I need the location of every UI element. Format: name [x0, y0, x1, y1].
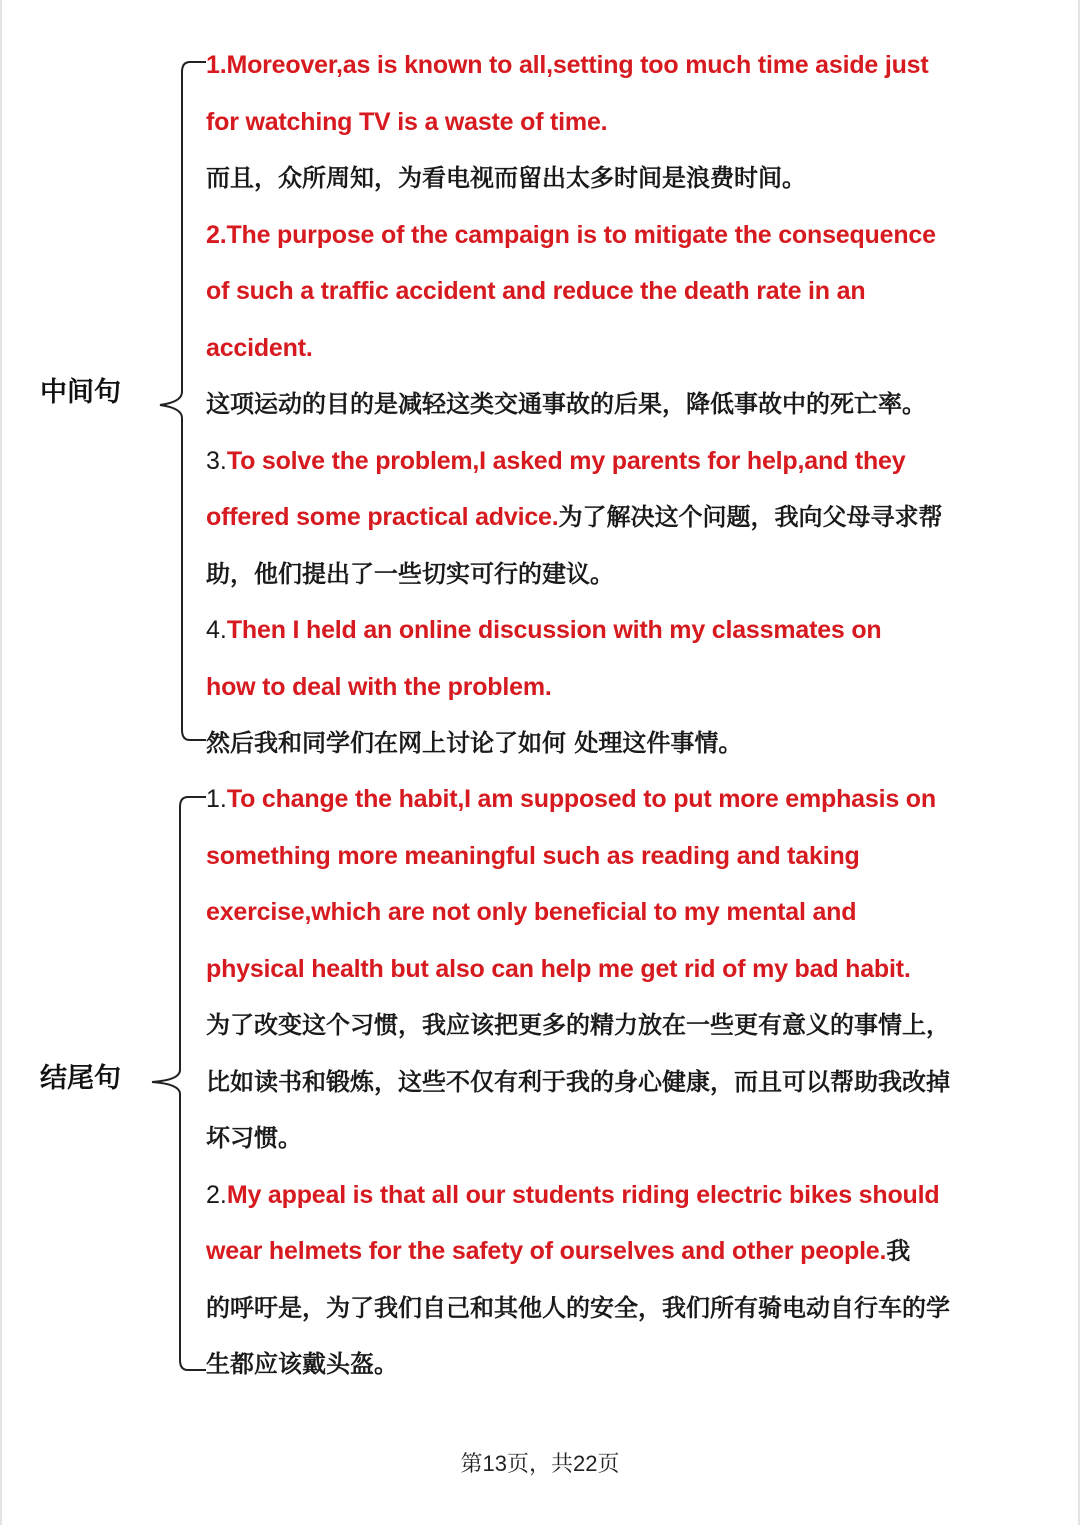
middle-content — [206, 37, 1051, 772]
ending-item-1-en-line-4: physical health but also can help me get rid of my bad habit. — [206, 954, 911, 983]
middle-item-1-en-line-2: for watching TV is a waste of time. — [206, 107, 608, 136]
ending-item-1-en-line-1: To change the habit,I am supposed to put more emphasis on — [226, 785, 936, 813]
page-number-footer: 第13页，共22页 — [460, 1451, 620, 1476]
ending-item-2-zh-d: 生都应该戴头盔。 — [206, 1350, 398, 1378]
middle-item-3-number: 3. — [206, 446, 227, 475]
ending-item-1-en-line-3: exercise,which are not only beneficial to my mental and — [206, 898, 857, 926]
ending-item-1-zh-line-1: 为了改变这个习惯，我应该把更多的精力放在一些更有意义的事情上， — [206, 1011, 950, 1039]
ending-item-1-line-1 — [206, 771, 1051, 828]
middle-item-4-number: 4. — [206, 616, 227, 644]
middle-section-label: 中间句 — [40, 377, 121, 408]
ending-item-2-zh-c: 的呼吁是，为了我们自己和其他人的安全，我们所有骑电动自行车的学 — [206, 1293, 950, 1322]
ending-section-label: 结尾句 — [40, 1063, 121, 1094]
middle-item-3-line-1 — [206, 433, 1051, 490]
middle-item-3-line-2 — [206, 489, 1051, 546]
middle-item-4-zh: 然后我和同学们在网上讨论了如何 处理这件事情。 — [206, 729, 743, 757]
ending-bracket — [0, 0, 220, 1400]
ending-item-2-zh-b: 我 — [886, 1237, 911, 1265]
middle-item-2-en-line-1: 2.The purpose of the campaign is to mitigate the consequence — [206, 220, 936, 249]
middle-item-3-zh-b: 为了解决这个问题，我向父母寻求帮 — [558, 503, 943, 531]
middle-item-4-line-1 — [206, 602, 1051, 659]
middle-item-3-en-b: offered some practical advice. — [206, 503, 559, 531]
middle-item-1-en-line-1: 1.Moreover,as is known to all,setting too much time aside just — [206, 51, 929, 79]
ending-content — [206, 771, 1051, 1393]
middle-item-2-en-line-2: of such a traffic accident and reduce the death rate in an — [206, 277, 866, 305]
ending-item-2-line-2 — [206, 1223, 1051, 1280]
ending-item-2-line-1 — [206, 1167, 1051, 1224]
ending-item-2-en-a: My appeal is that all our students riding electric bikes should — [226, 1180, 940, 1209]
middle-item-3-zh-c: 助，他们提出了一些切实可行的建议。 — [206, 559, 614, 588]
ending-item-2-en-b: wear helmets for the safety of ourselves and other people. — [206, 1237, 887, 1265]
middle-item-3-en-a: To solve the problem,I asked my parents for help,and they — [226, 446, 906, 475]
ending-item-1-zh-line-2: 比如读书和锻炼，这些不仅有利于我的身心健康，而且可以帮助我改掉 — [206, 1067, 950, 1096]
middle-item-2-en-line-3: accident. — [206, 333, 313, 362]
middle-item-4-en-b: how to deal with the problem. — [206, 672, 552, 701]
ending-item-1-zh-line-3: 坏习惯。 — [206, 1124, 302, 1152]
ending-item-1-en-line-2: something more meaningful such as reading and taking — [206, 841, 860, 870]
ending-item-1-number: 1. — [206, 785, 227, 813]
middle-item-2-zh: 这项运动的目的是减轻这类交通事故的后果，降低事故中的死亡率。 — [206, 390, 926, 418]
ending-item-2-number: 2. — [206, 1180, 227, 1209]
middle-item-4-en-a: Then I held an online discussion with my classmates on — [226, 616, 882, 644]
middle-item-1-zh: 而且，众所周知，为看电视而留出太多时间是浪费时间。 — [206, 164, 806, 192]
